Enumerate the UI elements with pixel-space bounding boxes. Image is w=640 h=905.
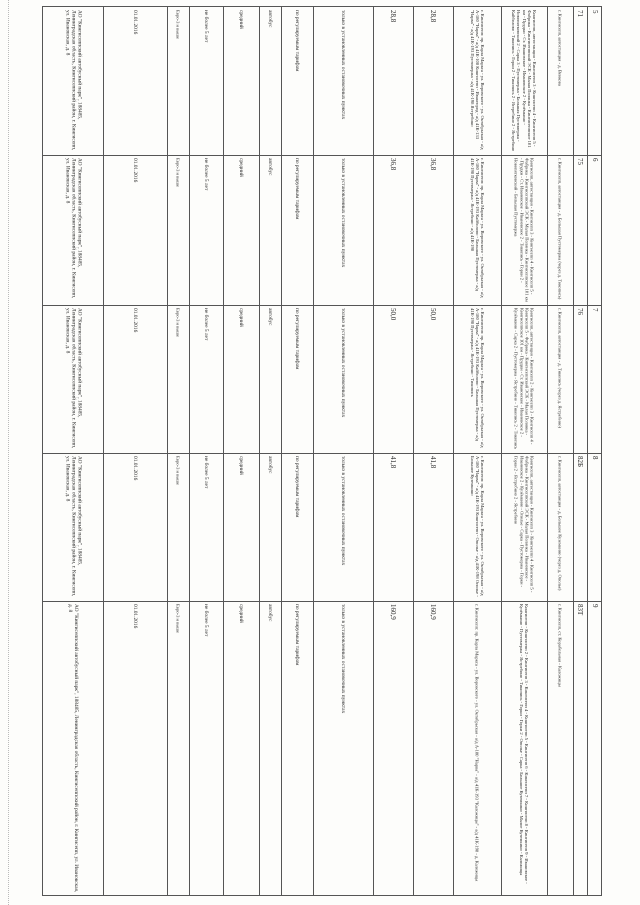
- cell-text-num: 7: [591, 308, 599, 312]
- cell-stops: [501, 453, 547, 601]
- cell-transport: [259, 601, 281, 897]
- cell-text-date: 01.01.2016: [132, 604, 139, 629]
- cell-num: [587, 7, 603, 155]
- cell-text-eco: Евро-3 и выше: [175, 604, 181, 633]
- cell-num: [587, 601, 603, 897]
- cell-cls: [223, 453, 259, 601]
- cell-text-streets: г. Кингисепп: пр. Карла Маркса - ул. Воровского - ул. Октябрьская - а/д А-180 "Нарва" - а/д 41К-193 Кингисепп - Ополье - а/д 41К-198 Ополье - Большое Куземкино: [469, 456, 485, 599]
- cell-route: [573, 155, 587, 305]
- cell-stopmode: [313, 155, 373, 305]
- cell-eco: [167, 155, 189, 305]
- cell-text-stopmode: только в установленных остановочных пунктах: [340, 456, 347, 566]
- cell-age: [189, 7, 223, 155]
- cell-text-tariff: по регулируемым тарифам: [294, 456, 301, 518]
- cell-text-num: 8: [591, 456, 599, 460]
- cell-carrier: [43, 305, 103, 453]
- cell-date: [103, 155, 167, 305]
- cell-text-stops: Кингисепп, автостанция - Кингисепп 3 - Кингисепп 4 - Кингисепп 5 - Фабрика - Кингисеппский ЭСК - Малая Полянка - Кингисеппское 101 км - Прудки - Ст. Ивановское - Ивановское 2 - Кузёмкино - Новопятковский 2 - Сарка 3 - Пустомержа - Большая Пустомержа - Кайболово - Тикопись - Горки 2 - Тикопись 2 - Ястребино 2 - Ястребино: [511, 10, 538, 152]
- cell-transport: [259, 453, 281, 601]
- cell-text-carrier: АО "Кингисеппский автобусный парк", 188485, Ленинградская область, Кингисеппский район, г. Кингисепп, ул. Ивановская, д. 8: [63, 10, 83, 152]
- cell-text-streets: г. Кингисепп: пр. Карла Маркса - ул. Воровского - ул. Октябрьская - а/д А-180 "Нарва" - а/д 41К-193 "Каложицы" - а/д 41К-198 - д. Каложицы: [474, 604, 480, 882]
- cell-streets: [453, 155, 501, 305]
- binding-margin: [8, 0, 13, 905]
- cell-tariff: [281, 453, 313, 601]
- cell-text-stops: Кингисепп, автостанция - Кингисепп 2 - Кингисепп 3 - Кингисепп 4 - Кингисепп 5 - Фабрика - Кингисеппский ЭСК - Малая Полянка - Кингисеппское 101 км - Прудки - Ст. Ивановское - Ивановское 2 - Кузёмкино - Сарка 2 - Пустомержа - Ястребино - Тикопись 2 - Тикопись: [513, 308, 535, 450]
- cell-route: [573, 305, 587, 453]
- cell-text-name: г. Кингисепп, ст. Корабельная - Каложицы: [557, 604, 563, 687]
- cell-len2: [373, 155, 413, 305]
- cell-text-tariff: по регулируемым тарифам: [294, 308, 301, 370]
- cell-len1: [413, 7, 453, 155]
- cell-transport: [259, 7, 281, 155]
- cell-text-age: не более 5 лет: [203, 158, 210, 191]
- cell-transport: [259, 305, 281, 453]
- cell-text-stopmode: только в установленных остановочных пунктах: [340, 604, 347, 714]
- cell-age: [189, 453, 223, 601]
- cell-num: [587, 305, 603, 453]
- cell-text-stopmode: только в установленных остановочных пунктах: [340, 308, 347, 418]
- cell-text-age: не более 5 лет: [203, 308, 210, 341]
- cell-text-route: 83Т: [576, 604, 584, 616]
- cell-text-carrier: АО "Кингисеппский автобусный парк", 188485, Ленинградская область, Кингисеппский район, г. Кингисепп, ул. Ивановская, д. 8: [63, 456, 83, 598]
- cell-text-cls: средний: [238, 456, 245, 475]
- route-register-table: [42, 6, 602, 896]
- cell-streets: [453, 453, 501, 601]
- cell-text-num: 6: [591, 158, 599, 162]
- cell-route: [573, 453, 587, 601]
- cell-text-tariff: по регулируемым тарифам: [294, 158, 301, 220]
- cell-text-transport: автобус: [267, 10, 274, 28]
- cell-text-date: 01.01.2016: [132, 456, 139, 481]
- cell-text-streets: г. Кингисепп: пр. Карла Маркса - ул. Воровского - ул. Октябрьская - а/д А-180 "Нарва" - а/д 41К-108 Кингисепп - Ивангород - а/д 41К-133 "Нарва" - а/д 41К-193 Пустомержа - а/д 41К-198 Ястребино: [469, 10, 485, 151]
- cell-text-len1: 36,8: [429, 158, 437, 171]
- cell-text-tariff: по регулируемым тарифам: [294, 10, 301, 72]
- cell-stopmode: [313, 305, 373, 453]
- cell-eco: [167, 453, 189, 601]
- cell-text-len1: 41,8: [429, 456, 437, 469]
- cell-text-name: г. Кингисепп, автостанция - д. Большое Куземкино (через д. Ополье): [557, 456, 563, 591]
- cell-text-eco: Евро-3 и выше: [175, 10, 181, 39]
- cell-cls: [223, 305, 259, 453]
- cell-len2: [373, 7, 413, 155]
- cell-text-eco: Евро-3 и выше: [175, 308, 181, 337]
- cell-stopmode: [313, 453, 373, 601]
- cell-text-len1: 50,0: [429, 308, 437, 321]
- cell-text-stops: Кингисепп - Кингисепп 2 - Кингисепп 3 - Кингисепп 4 - Кингисепп 5 - Кингисепп 6 - Кингисепп 7 - Кингисепп 8 - Кингисепп 9 - Ивановское - Кузёмкино - Пустомержа - Ястребино - Тикопись - Горки - Горки 2 - Ополье - Сарка - Большое Куземкино - Малое Куземкино - Каложицы: [519, 604, 530, 885]
- cell-len2: [373, 453, 413, 601]
- cell-streets: [453, 7, 501, 155]
- cell-tariff: [281, 7, 313, 155]
- cell-len2: [373, 601, 413, 897]
- cell-stopmode: [313, 7, 373, 155]
- cell-num: [587, 155, 603, 305]
- cell-name: [547, 7, 573, 155]
- cell-date: [103, 7, 167, 155]
- cell-text-stopmode: только в установленных остановочных пунктах: [340, 10, 347, 120]
- cell-text-date: 01.01.2016: [132, 308, 139, 333]
- cell-text-carrier: АО "Кингисеппский автобусный парк", 188485, Ленинградская область, Кингисеппский район, г. Кингисепп, ул. Ивановская, д. 8: [63, 308, 83, 450]
- cell-text-eco: Евро-3 и выше: [175, 158, 181, 187]
- cell-text-tariff: по регулируемым тарифам: [294, 604, 301, 666]
- cell-text-len1: 160,9: [429, 604, 437, 620]
- cell-streets: [453, 305, 501, 453]
- cell-route: [573, 601, 587, 897]
- cell-text-age: не более 5 лет: [203, 604, 210, 637]
- cell-text-age: не более 5 лет: [203, 456, 210, 489]
- cell-text-cls: средний: [238, 604, 245, 623]
- cell-text-stopmode: только в установленных остановочных пунктах: [340, 158, 347, 268]
- cell-streets: [453, 601, 501, 897]
- cell-age: [189, 155, 223, 305]
- cell-cls: [223, 7, 259, 155]
- cell-num: [587, 453, 603, 601]
- cell-text-stops: Кингисепп, автостанция - Кингисепп 3 - Кингисепп 4 - Кингисепп 5 - Фабрика - Кингисеппский ЭСК - Малая Полянка - Ивановское - Ивановское 2 - Кузёмкино - Ополье - Сарка - Пустомержа - Горки - Горки 2 - Ястребино 2 - Ястребино: [513, 456, 535, 594]
- cell-len1: [413, 601, 453, 897]
- cell-text-cls: средний: [238, 158, 245, 177]
- cell-text-len2: 50,0: [389, 308, 397, 321]
- cell-tariff: [281, 601, 313, 897]
- cell-text-eco: Евро-3 и выше: [175, 456, 181, 485]
- cell-name: [547, 305, 573, 453]
- cell-carrier: [43, 601, 103, 897]
- cell-age: [189, 601, 223, 897]
- cell-text-transport: автобус: [267, 308, 274, 326]
- cell-tariff: [281, 155, 313, 305]
- cell-date: [103, 453, 167, 601]
- cell-name: [547, 453, 573, 601]
- cell-len1: [413, 305, 453, 453]
- cell-stopmode: [313, 601, 373, 897]
- cell-eco: [167, 305, 189, 453]
- cell-text-len2: 28,8: [389, 10, 397, 23]
- cell-text-stops: Кингисепп, автостанция - Кингисепп 3 - Кингисепп 4 - Кингисепп 5 - Фабрика - Кингисеппский ЭСК - Малая Полянка - Кингисеппское 101 км - Прудки - Ст. Ивановское - Ивановское 2 - Тикопись - Горки 2 - Новопятковский - Большая Пустомержа: [513, 158, 535, 303]
- cell-text-route: 75: [576, 158, 584, 165]
- cell-text-len2: 160,9: [389, 604, 397, 620]
- cell-age: [189, 305, 223, 453]
- cell-text-date: 01.01.2016: [132, 158, 139, 183]
- cell-tariff: [281, 305, 313, 453]
- cell-text-carrier: АО "Кингисеппский автобусный парк", 188485, Ленинградская область, Кингисеппский район, г. Кингисепп, ул. Ивановская, д. 8: [67, 604, 80, 894]
- cell-carrier: [43, 7, 103, 155]
- cell-text-transport: автобус: [267, 456, 274, 474]
- cell-text-carrier: АО "Кингисеппский автобусный парк", 188485, Ленинградская область, Кингисеппский район, г. Кингисепп, ул. Ивановская, д. 8: [63, 158, 83, 300]
- cell-text-route: 76: [576, 308, 584, 315]
- cell-stops: [501, 601, 547, 897]
- cell-cls: [223, 601, 259, 897]
- cell-text-route: 71: [576, 10, 584, 17]
- cell-text-transport: автобус: [267, 158, 274, 176]
- cell-text-cls: средний: [238, 10, 245, 29]
- cell-stops: [501, 155, 547, 305]
- cell-date: [103, 601, 167, 897]
- cell-text-date: 01.01.2016: [132, 10, 139, 35]
- cell-text-name: г. Кингисепп, автостанция - д. Венкова: [557, 10, 563, 86]
- cell-text-transport: автобус: [267, 604, 274, 622]
- cell-route: [573, 7, 587, 155]
- cell-transport: [259, 155, 281, 305]
- cell-text-num: 9: [591, 604, 599, 608]
- cell-text-len2: 36,8: [389, 158, 397, 171]
- cell-name: [547, 601, 573, 897]
- cell-carrier: [43, 155, 103, 305]
- cell-text-name: г. Кингисепп, автостанция - д. Большая Пустомержа (через д. Тикопись): [557, 158, 563, 300]
- cell-eco: [167, 7, 189, 155]
- cell-len1: [413, 155, 453, 305]
- cell-cls: [223, 155, 259, 305]
- cell-stops: [501, 305, 547, 453]
- cell-text-num: 5: [591, 10, 599, 14]
- cell-text-streets: г. Кингисепп: пр. Карла Маркса - ул. Воровского - ул. Октябрьская - а/д А-180 "Нарва" - а/д 41К-193 Кайболово - Большая Пустомержа - а/д 41К-198 Пустомержа - Ястребино - а/д 41К-198: [469, 158, 485, 299]
- cell-date: [103, 305, 167, 453]
- cell-stops: [501, 7, 547, 155]
- cell-text-len2: 41,8: [389, 456, 397, 469]
- cell-text-cls: средний: [238, 308, 245, 327]
- cell-text-name: г. Кингисепп, автостанция - д. Тикопись (через д. Ястребино): [557, 308, 563, 428]
- cell-len2: [373, 305, 413, 453]
- cell-carrier: [43, 453, 103, 601]
- cell-len1: [413, 453, 453, 601]
- cell-text-route: 82Б: [576, 456, 584, 468]
- cell-text-len1: 28,8: [429, 10, 437, 23]
- cell-text-streets: г. Кингисепп: пр. Карла Маркса - ул. Воровского - ул. Октябрьская - а/д А-180 "Нарва" - а/д 41К-193 Кайболово - Большая Пустомержа - а/д 41К-198 Пустомержа - Ястребино - Тикопись: [469, 308, 485, 449]
- cell-text-age: не более 5 лет: [203, 10, 210, 43]
- cell-eco: [167, 601, 189, 897]
- cell-name: [547, 155, 573, 305]
